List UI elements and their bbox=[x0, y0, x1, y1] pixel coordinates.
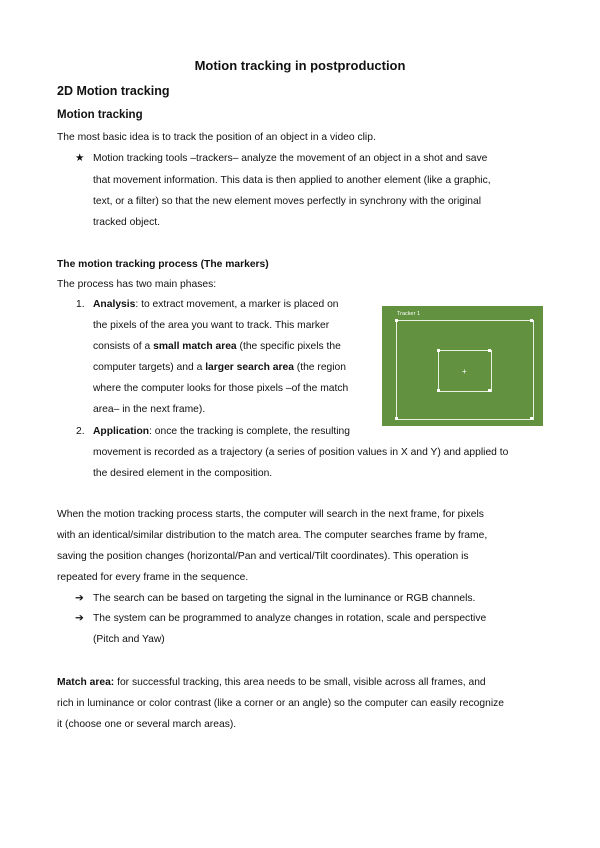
paragraph-line: repeated for every frame in the sequence. bbox=[57, 572, 249, 583]
star-bullet-line: text, or a filter) so that the new element moves perfectly in synchrony with the original bbox=[93, 196, 482, 207]
small-match-area-term: small match area bbox=[153, 341, 237, 352]
match-area-line: Match area: for successful tracking, this area needs to be small, visible across all frames, and bbox=[57, 677, 486, 688]
phase2-line: Application: once the tracking is complete, the resulting bbox=[93, 426, 350, 437]
tracker-screenshot bbox=[382, 306, 543, 426]
tracker-label: Tracker 1 bbox=[397, 311, 421, 317]
star-icon: ★ bbox=[75, 152, 85, 164]
larger-search-area-term: larger search area bbox=[205, 362, 294, 373]
paragraph-line: When the motion tracking process starts, the computer will search in the next frame, for pixels bbox=[57, 509, 484, 520]
phase2-line: the desired element in the composition. bbox=[93, 468, 273, 479]
phase1-line: area– in the next frame). bbox=[93, 404, 206, 415]
handle-icon bbox=[437, 349, 440, 352]
arrow-bullet-line: The system can be programmed to analyze changes in rotation, scale and perspective bbox=[93, 613, 487, 624]
arrow-icon: ➔ bbox=[75, 592, 84, 604]
markers-heading: The motion tracking process (The markers) bbox=[57, 259, 269, 270]
phase2-term: Application bbox=[93, 426, 150, 437]
phase1-term: Analysis bbox=[93, 299, 136, 310]
arrow-icon: ➔ bbox=[75, 612, 84, 624]
handle-icon bbox=[530, 417, 533, 420]
match-area-term: Match area: bbox=[57, 677, 115, 688]
markers-intro: The process has two main phases: bbox=[57, 279, 217, 290]
paragraph-line: with an identical/similar distribution to the match area. The computer searches frame by frame, bbox=[57, 530, 488, 541]
page-title: Motion tracking in postproduction bbox=[194, 58, 406, 73]
phase2-line: movement is recorded as a trajectory (a series of position values in X and Y) and applied to bbox=[93, 447, 509, 458]
handle-icon bbox=[530, 319, 533, 322]
handle-icon bbox=[395, 417, 398, 420]
star-bullet-line: tracked object. bbox=[93, 217, 160, 228]
crosshair-icon: + bbox=[462, 367, 467, 376]
arrow-bullet-line: The search can be based on targeting the signal in the luminance or RGB channels. bbox=[93, 593, 476, 604]
list-number: 2. bbox=[76, 426, 85, 437]
phase1-line: consists of a small match area (the specific pixels the bbox=[93, 341, 341, 352]
intro-text: The most basic idea is to track the position of an object in a video clip. bbox=[57, 132, 376, 143]
paragraph-line: saving the position changes (horizontal/Pan and vertical/Tilt coordinates). This operation is bbox=[57, 551, 469, 562]
handle-icon bbox=[488, 349, 491, 352]
star-bullet-line: that movement information. This data is then applied to another element (like a graphic, bbox=[93, 175, 491, 186]
handle-icon bbox=[437, 389, 440, 392]
arrow-bullet-line: (Pitch and Yaw) bbox=[93, 634, 165, 645]
list-number: 1. bbox=[76, 299, 85, 310]
phase1-line: the pixels of the area you want to track. This marker bbox=[93, 320, 330, 331]
match-area-line: rich in luminance or color contrast (like a corner or an angle) so the computer can easily recognize bbox=[57, 698, 504, 709]
handle-icon bbox=[395, 319, 398, 322]
section-heading: 2D Motion tracking bbox=[57, 84, 170, 98]
phase1-line: where the computer looks for those pixels –of the match bbox=[93, 383, 349, 394]
phase1-line: Analysis: to extract movement, a marker is placed on bbox=[93, 299, 339, 310]
subsection-heading: Motion tracking bbox=[57, 109, 143, 121]
star-bullet-line: Motion tracking tools –trackers– analyze the movement of an object in a shot and save bbox=[93, 153, 488, 164]
phase1-line: computer targets) and a larger search area (the region bbox=[93, 362, 347, 373]
handle-icon bbox=[488, 389, 491, 392]
match-area-line: it (choose one or several march areas). bbox=[57, 719, 237, 730]
